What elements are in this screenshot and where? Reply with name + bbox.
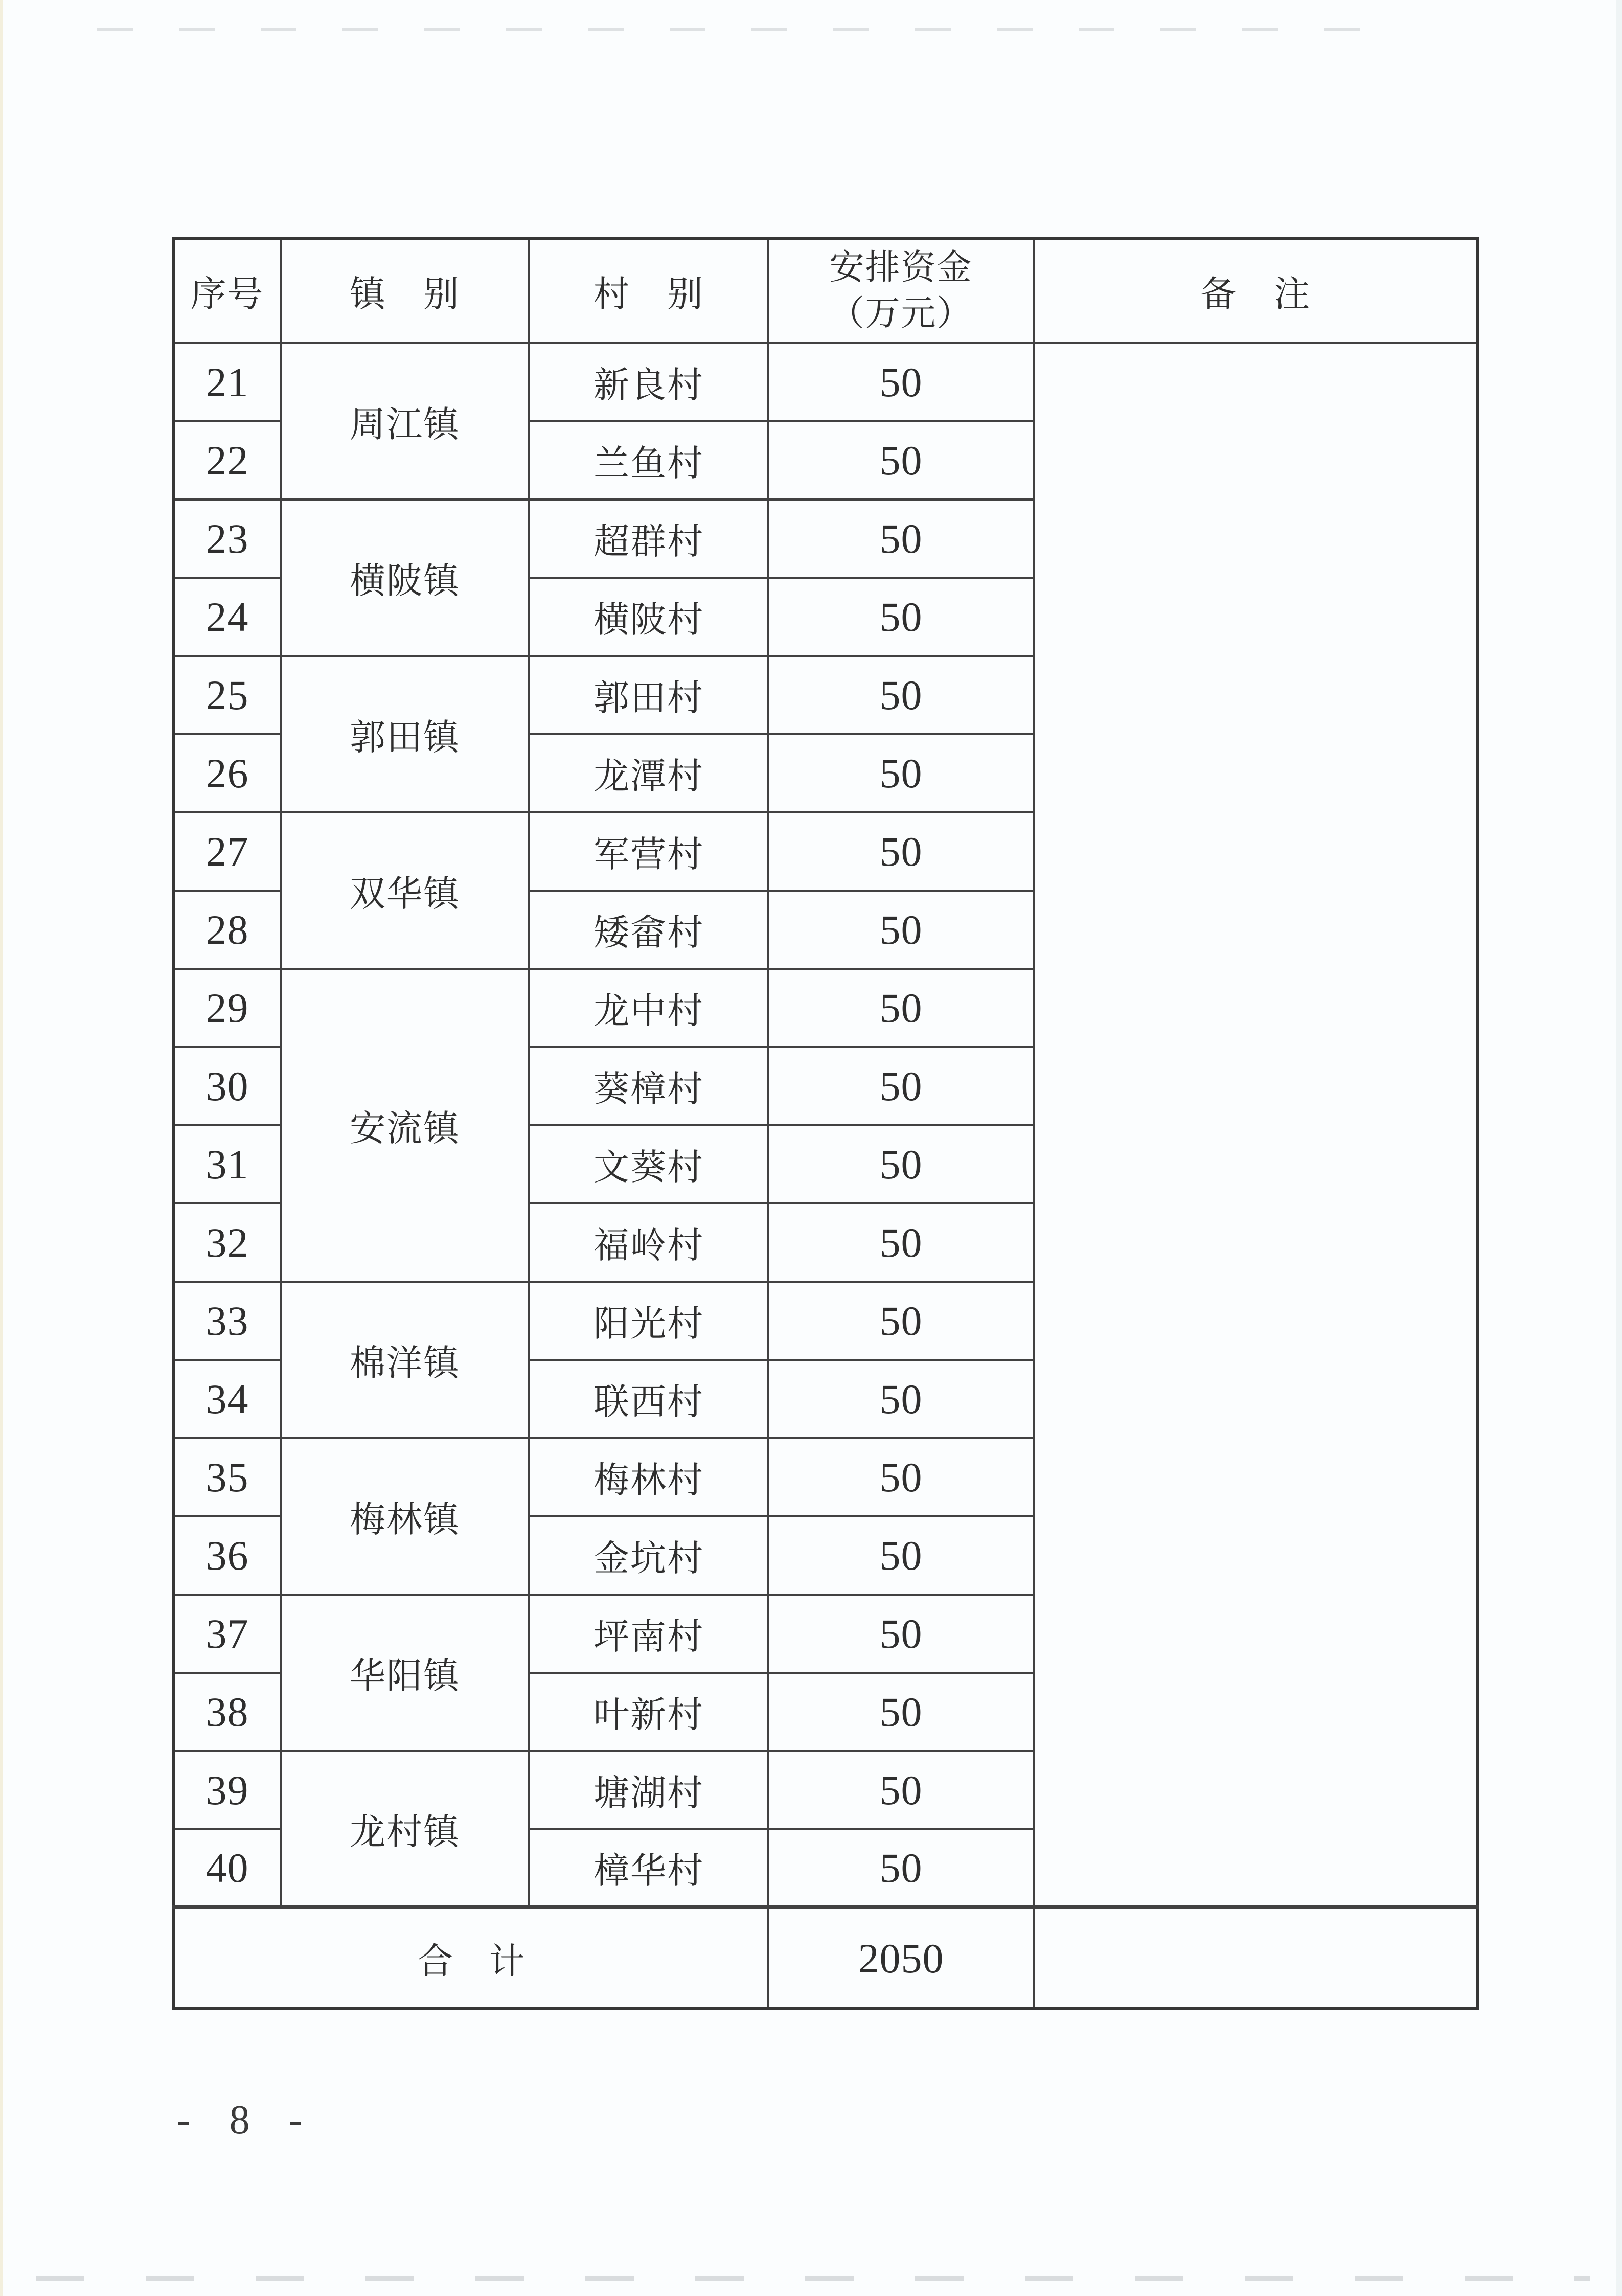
row-index-cell: 21 bbox=[173, 343, 281, 421]
village-cell: 塘湖村 bbox=[529, 1751, 768, 1829]
row-index-cell: 29 bbox=[173, 969, 281, 1047]
row-index-cell: 30 bbox=[173, 1047, 281, 1125]
header-row bbox=[173, 238, 1478, 343]
total-amount-cell: 2050 bbox=[768, 1907, 1034, 2009]
town-cell: 横陂镇 bbox=[281, 499, 529, 656]
row-index-cell: 39 bbox=[173, 1751, 281, 1829]
header-cell-index: 序号 bbox=[173, 238, 281, 343]
row-index-cell: 31 bbox=[173, 1125, 281, 1203]
amount-cell: 50 bbox=[768, 1203, 1034, 1282]
village-cell: 阳光村 bbox=[529, 1282, 768, 1360]
town-cell: 郭田镇 bbox=[281, 656, 529, 812]
row-index-cell: 40 bbox=[173, 1829, 281, 1907]
amount-cell: 50 bbox=[768, 1516, 1034, 1595]
scan-edge-artifact-left bbox=[0, 0, 3, 2296]
town-cell: 梅林镇 bbox=[281, 1438, 529, 1595]
village-cell: 军营村 bbox=[529, 812, 768, 891]
row-index-cell: 26 bbox=[173, 734, 281, 812]
amount-cell: 50 bbox=[768, 343, 1034, 421]
total-row bbox=[173, 1907, 1478, 2009]
header-cell-town: 镇 别 bbox=[281, 238, 529, 343]
row-index-cell: 25 bbox=[173, 656, 281, 734]
header-cell-amount bbox=[768, 238, 1034, 343]
scan-noise-bottom bbox=[36, 2276, 1590, 2281]
row-index-cell: 37 bbox=[173, 1595, 281, 1673]
row-index-cell: 34 bbox=[173, 1360, 281, 1438]
row-index-cell: 35 bbox=[173, 1438, 281, 1516]
row-index-cell: 32 bbox=[173, 1203, 281, 1282]
page-number: - 8 - bbox=[177, 2098, 317, 2143]
village-cell: 矮畲村 bbox=[529, 891, 768, 969]
amount-cell: 50 bbox=[768, 734, 1034, 812]
village-cell: 福岭村 bbox=[529, 1203, 768, 1282]
amount-cell: 50 bbox=[768, 1047, 1034, 1125]
amount-cell: 50 bbox=[768, 1751, 1034, 1829]
village-cell: 超群村 bbox=[529, 499, 768, 578]
row-index-cell: 38 bbox=[173, 1673, 281, 1751]
amount-cell: 50 bbox=[768, 421, 1034, 499]
village-cell: 新良村 bbox=[529, 343, 768, 421]
town-cell: 棉洋镇 bbox=[281, 1282, 529, 1438]
amount-cell: 50 bbox=[768, 1282, 1034, 1360]
row-index-cell: 24 bbox=[173, 578, 281, 656]
village-cell: 葵樟村 bbox=[529, 1047, 768, 1125]
town-cell: 安流镇 bbox=[281, 969, 529, 1282]
table-body bbox=[173, 343, 1478, 1907]
amount-cell: 50 bbox=[768, 499, 1034, 578]
total-label-cell: 合 计 bbox=[173, 1907, 768, 2009]
scan-edge-artifact-right bbox=[1616, 0, 1622, 2296]
row-index-cell: 27 bbox=[173, 812, 281, 891]
amount-cell: 50 bbox=[768, 656, 1034, 734]
village-cell: 龙中村 bbox=[529, 969, 768, 1047]
header-cell-remark: 备 注 bbox=[1034, 238, 1478, 343]
town-cell: 周江镇 bbox=[281, 343, 529, 499]
village-cell: 联西村 bbox=[529, 1360, 768, 1438]
header-amount-line1: 安排资金 bbox=[829, 248, 973, 287]
scan-noise-top bbox=[97, 28, 1401, 31]
village-cell: 郭田村 bbox=[529, 656, 768, 734]
village-cell: 金坑村 bbox=[529, 1516, 768, 1595]
header-cell-village: 村 别 bbox=[529, 238, 768, 343]
total-remark-cell bbox=[1034, 1907, 1478, 2009]
row-index-cell: 28 bbox=[173, 891, 281, 969]
village-cell: 文葵村 bbox=[529, 1125, 768, 1203]
village-cell: 叶新村 bbox=[529, 1673, 768, 1751]
funding-allocation-table bbox=[172, 237, 1479, 2010]
row-index-cell: 23 bbox=[173, 499, 281, 578]
amount-cell: 50 bbox=[768, 969, 1034, 1047]
village-cell: 坪南村 bbox=[529, 1595, 768, 1673]
amount-cell: 50 bbox=[768, 1125, 1034, 1203]
village-cell: 兰鱼村 bbox=[529, 421, 768, 499]
village-cell: 樟华村 bbox=[529, 1829, 768, 1907]
village-cell: 横陂村 bbox=[529, 578, 768, 656]
amount-cell: 50 bbox=[768, 812, 1034, 891]
amount-cell: 50 bbox=[768, 1673, 1034, 1751]
village-cell: 梅林村 bbox=[529, 1438, 768, 1516]
row-index-cell: 33 bbox=[173, 1282, 281, 1360]
town-cell: 华阳镇 bbox=[281, 1595, 529, 1751]
row-index-cell: 36 bbox=[173, 1516, 281, 1595]
amount-cell: 50 bbox=[768, 1829, 1034, 1907]
row-index-cell: 22 bbox=[173, 421, 281, 499]
header-amount-line2: （万元） bbox=[829, 294, 973, 333]
amount-cell: 50 bbox=[768, 1360, 1034, 1438]
table-row bbox=[173, 343, 1478, 421]
amount-cell: 50 bbox=[768, 1438, 1034, 1516]
amount-cell: 50 bbox=[768, 1595, 1034, 1673]
town-cell: 双华镇 bbox=[281, 812, 529, 969]
amount-cell: 50 bbox=[768, 891, 1034, 969]
village-cell: 龙潭村 bbox=[529, 734, 768, 812]
remark-cell bbox=[1034, 343, 1478, 1907]
town-cell: 龙村镇 bbox=[281, 1751, 529, 1907]
amount-cell: 50 bbox=[768, 578, 1034, 656]
